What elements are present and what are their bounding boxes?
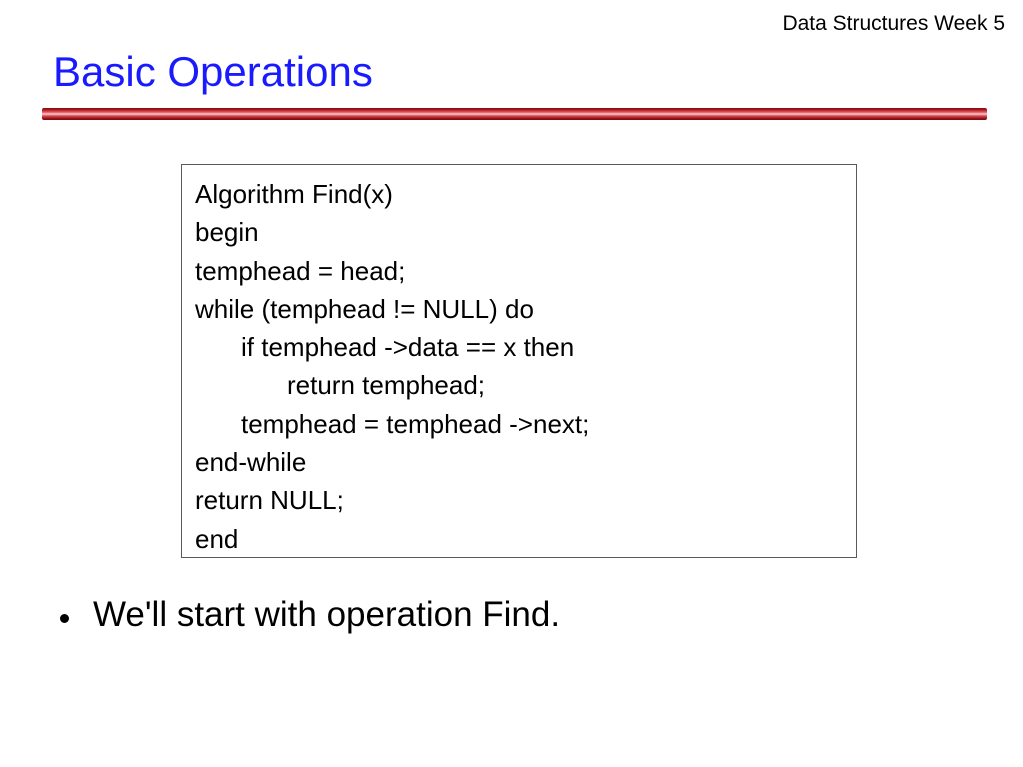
code-line: temphead = temphead ->next; (241, 408, 590, 439)
code-line: return NULL; (195, 485, 344, 516)
code-line: Algorithm Find(x) (195, 179, 393, 209)
code-line: if temphead ->data == x then (241, 332, 575, 363)
pseudocode-box (181, 164, 857, 558)
code-line: end (195, 523, 239, 554)
title-divider (42, 108, 987, 120)
code-line: end-while (195, 447, 307, 478)
bullet-dot-icon (60, 614, 69, 623)
bullet-text: We'll start with operation Find. (93, 595, 561, 634)
code-line: begin (195, 217, 259, 248)
slide-title: Basic Operations (53, 48, 373, 95)
course-label: Data Structures Week 5 (782, 12, 1005, 35)
code-line: temphead = head; (195, 255, 406, 286)
code-line: while (temphead != NULL) do (195, 293, 534, 324)
bullet-item (60, 592, 560, 638)
code-line: return temphead; (287, 370, 486, 401)
